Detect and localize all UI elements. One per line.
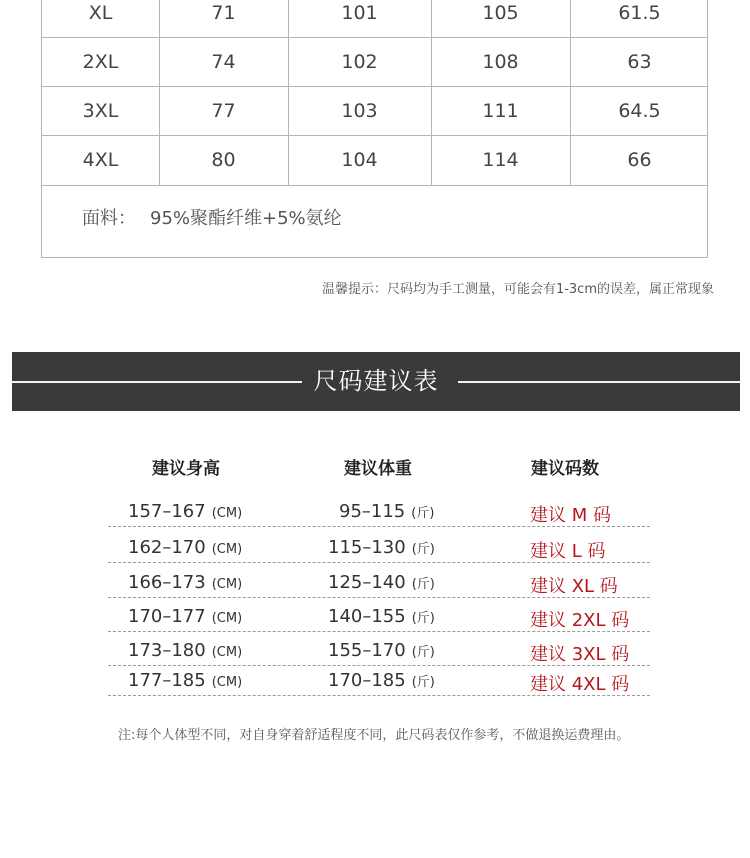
row-divider — [42, 185, 707, 186]
size-cell: 71 — [211, 2, 236, 24]
row-dashed-divider — [108, 597, 650, 598]
size-cell: 64.5 — [618, 100, 661, 122]
weight-range: 170–185 (斤) — [328, 670, 435, 691]
header-height: 建议身高 — [152, 459, 220, 479]
size-cell: 103 — [341, 100, 378, 122]
recommended-size: 建议 4XL 码 — [530, 674, 630, 695]
size-cell: 111 — [482, 100, 519, 122]
header-weight: 建议体重 — [344, 459, 412, 479]
size-cell: 74 — [211, 51, 236, 73]
height-range: 166–173 (CM) — [128, 572, 243, 593]
size-cell: 101 — [341, 2, 378, 24]
recommended-size: 建议 2XL 码 — [530, 610, 630, 631]
fabric-info — [82, 204, 342, 230]
recommendation-row — [108, 497, 650, 527]
section-banner — [12, 352, 740, 411]
recommended-size: 建议 3XL 码 — [530, 644, 630, 665]
size-cell: 63 — [627, 51, 652, 73]
size-cell: 3XL — [82, 100, 119, 122]
size-cell: 77 — [211, 100, 236, 122]
weight-range: 125–140 (斤) — [328, 572, 435, 593]
recommended-size: 建议 L 码 — [530, 541, 606, 562]
weight-range: 115–130 (斤) — [328, 537, 435, 558]
header-size: 建议码数 — [531, 459, 599, 479]
row-dashed-divider — [108, 695, 650, 696]
weight-range: 95–115 (斤) — [339, 501, 435, 522]
size-cell: 104 — [341, 149, 378, 171]
recommendation-row — [108, 533, 650, 563]
banner-title: 尺码建议表 — [313, 367, 439, 395]
measurement-tip: 温馨提示：尺码均为手工测量，可能会有1-3cm的误差，属正常现象 — [321, 282, 714, 297]
recommended-size: 建议 M 码 — [530, 505, 611, 526]
height-range: 157–167 (CM) — [128, 501, 243, 522]
height-range: 173–180 (CM) — [128, 640, 243, 661]
size-cell: 102 — [341, 51, 378, 73]
recommendation-row — [108, 602, 650, 632]
size-cell: 2XL — [82, 51, 119, 73]
row-dashed-divider — [108, 631, 650, 632]
recommended-size: 建议 XL 码 — [530, 576, 618, 597]
size-cell: 105 — [482, 2, 519, 24]
height-range: 162–170 (CM) — [128, 537, 243, 558]
recommendation-row — [108, 666, 650, 696]
size-cell: 108 — [482, 51, 519, 73]
weight-range: 155–170 (斤) — [328, 640, 435, 661]
size-cell: XL — [88, 2, 113, 24]
size-cell: 61.5 — [618, 2, 661, 24]
size-cell: 114 — [482, 149, 519, 171]
recommendation-row — [108, 568, 650, 598]
height-range: 170–177 (CM) — [128, 606, 243, 627]
size-row — [42, 87, 707, 136]
size-row — [42, 38, 707, 87]
row-dashed-divider — [108, 562, 650, 563]
fabric-label: 面料： — [82, 208, 136, 229]
size-cell: 66 — [627, 149, 652, 171]
row-dashed-divider — [108, 526, 650, 527]
size-table — [41, 0, 708, 258]
height-range: 177–185 (CM) — [128, 670, 243, 691]
weight-range: 140–155 (斤) — [328, 606, 435, 627]
size-cell: 4XL — [82, 149, 119, 171]
recommendation-row — [108, 636, 650, 666]
size-cell: 80 — [211, 149, 236, 171]
size-row — [42, 136, 707, 185]
size-row — [42, 0, 707, 38]
fabric-value: 95%聚酯纤维+5%氨纶 — [150, 208, 342, 229]
disclaimer-note: 注:每个人体型不同，对自身穿着舒适程度不同，此尺码表仅作参考，不做退换运费理由。 — [118, 728, 630, 743]
